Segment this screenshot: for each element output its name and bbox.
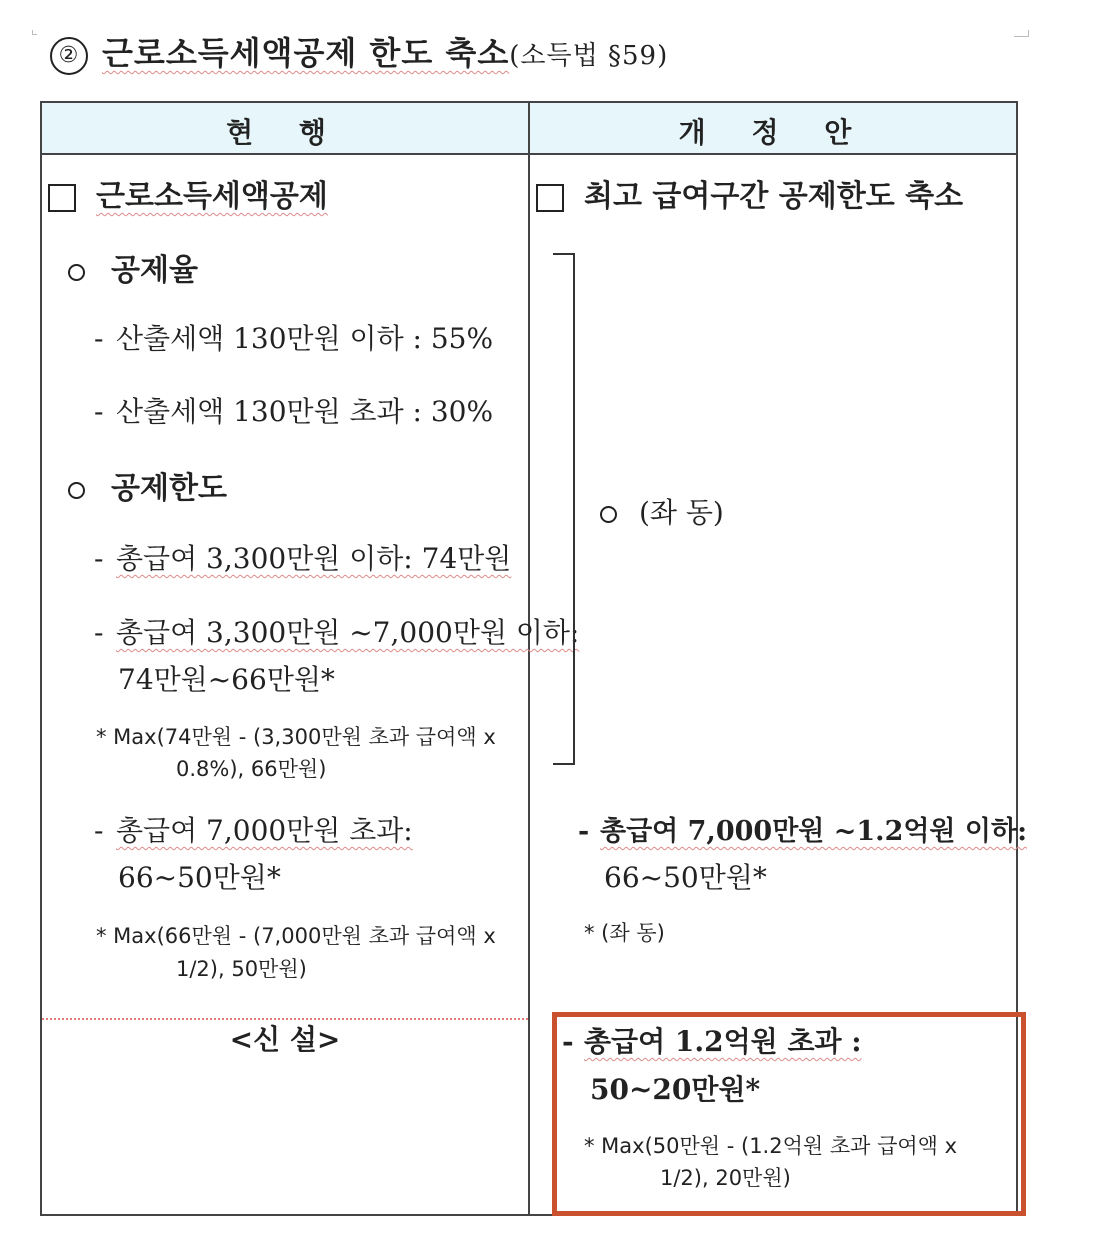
- limit-item-2-cont: 74만원~66만원*: [118, 663, 335, 696]
- limit-heading: 공제한도: [68, 463, 227, 507]
- new-provision-label: <신 설>: [229, 1023, 341, 1056]
- right-item-2-cont: 50~20만원*: [590, 1073, 761, 1106]
- circle-bullet-icon: [600, 506, 617, 523]
- right-item-1-cont: 66~50만원*: [604, 861, 767, 894]
- limit-item-2: - 총급여 3,300만원 ~7,000만원 이하:: [94, 616, 580, 649]
- rate-item-2: - 산출세액 130만원 초과 : 30%: [94, 395, 494, 428]
- crop-mark-right: [1014, 30, 1029, 37]
- checkbox-square-icon: [48, 184, 76, 212]
- column-divider: [528, 103, 530, 1214]
- limit-note-2-cont: 0.8%), 66만원): [176, 757, 327, 781]
- limit-note-3: * Max(66만원 - (7,000만원 초과 급여액 x: [96, 924, 496, 948]
- limit-item-1: - 총급여 3,300만원 이하: 74만원: [94, 542, 512, 575]
- rate-heading: 공제율: [68, 245, 198, 289]
- section-number: ②: [50, 37, 88, 75]
- bracket-line: [553, 253, 575, 765]
- limit-item-3: - 총급여 7,000만원 초과:: [94, 814, 413, 847]
- circle-bullet-icon: [68, 482, 85, 499]
- left-section-title: 근로소득세액공제: [48, 171, 328, 215]
- section-title: 근로소득세액공제 한도 축소: [102, 34, 510, 72]
- right-item-2-note: * Max(50만원 - (1.2억원 초과 급여액 x: [584, 1134, 958, 1158]
- crop-mark-left: [32, 30, 37, 35]
- limit-note-2: * Max(74만원 - (3,300만원 초과 급여액 x: [96, 725, 496, 749]
- right-item-2-note-cont: 1/2), 20만원): [660, 1166, 791, 1190]
- circle-bullet-icon: [68, 264, 85, 281]
- highlight-box: [552, 1012, 1026, 1216]
- header-proposed: 개 정 안: [678, 116, 870, 149]
- limit-item-3-cont: 66~50만원*: [118, 861, 281, 894]
- rate-item-1: - 산출세액 130만원 이하 : 55%: [94, 322, 494, 355]
- law-reference: (소득법 §59): [509, 41, 669, 71]
- right-section-title: 최고 급여구간 공제한도 축소: [536, 171, 963, 215]
- right-item-1: - 총급여 7,000만원 ~1.2억원 이하:: [578, 816, 1028, 847]
- same-as-left: (좌 동): [600, 491, 724, 531]
- checkbox-square-icon: [536, 184, 564, 212]
- section-heading: [50, 28, 668, 75]
- right-item-1-note: * (좌 동): [584, 921, 665, 945]
- right-item-2: - 총급여 1.2억원 초과 :: [562, 1025, 862, 1058]
- limit-note-3-cont: 1/2), 50만원): [176, 957, 307, 981]
- header-current: 현 행: [226, 116, 344, 149]
